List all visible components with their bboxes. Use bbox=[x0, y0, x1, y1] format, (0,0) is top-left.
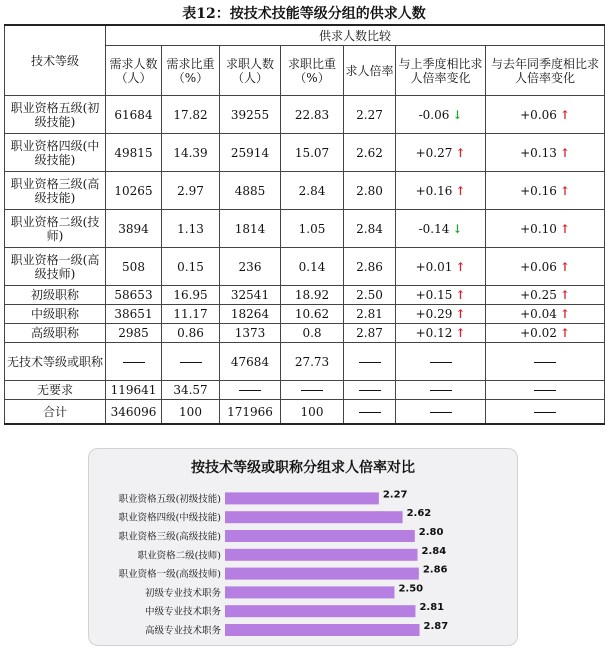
empty-dash bbox=[344, 400, 396, 425]
cell-value: 58653 bbox=[114, 288, 153, 302]
cell-ratio bbox=[344, 96, 396, 134]
value-label: 2.86 bbox=[422, 564, 448, 576]
category-label: 职业资格二级(技师) bbox=[137, 550, 221, 562]
table-row bbox=[5, 134, 605, 172]
cell-qoq bbox=[396, 305, 486, 324]
row-label: 职业资格一级(高级技师) bbox=[5, 248, 106, 286]
dash-mark bbox=[534, 390, 556, 391]
cell-demand-pct bbox=[162, 134, 220, 172]
cell-seek-pct bbox=[281, 248, 344, 286]
cell-seek bbox=[220, 343, 281, 381]
cell-value: 2.62 bbox=[356, 145, 383, 160]
dash-mark bbox=[359, 390, 381, 391]
cell-seek-pct bbox=[281, 400, 344, 425]
arrow-up-icon: ↑ bbox=[559, 288, 570, 302]
category-label: 职业资格三级(高级技能) bbox=[118, 531, 221, 543]
table-row bbox=[5, 343, 605, 381]
cell-qoq bbox=[396, 210, 486, 248]
cell-value: +0.15 bbox=[415, 288, 453, 302]
arrow-up-icon: ↑ bbox=[559, 326, 570, 340]
row-label: 中级职称 bbox=[5, 305, 106, 324]
cell-qoq bbox=[396, 248, 486, 286]
cell-ratio bbox=[344, 172, 396, 210]
cell-value: +0.06 bbox=[520, 259, 557, 274]
table-row bbox=[5, 96, 605, 134]
cell-value: 2.81 bbox=[356, 307, 383, 321]
cell-value: 2985 bbox=[118, 326, 149, 340]
cell-value: 2.80 bbox=[356, 183, 383, 198]
category-label: 初级专业技术职务 bbox=[144, 587, 221, 599]
cell-demand-pct bbox=[162, 324, 220, 343]
dash-mark bbox=[239, 390, 261, 391]
cell-demand-pct bbox=[162, 305, 220, 324]
dash-mark bbox=[534, 412, 556, 413]
cell-demand-pct bbox=[162, 210, 220, 248]
cell-demand-pct bbox=[162, 381, 220, 400]
category-label: 中级专业技术职务 bbox=[144, 606, 221, 618]
cell-value: 34.57 bbox=[173, 383, 208, 397]
value-label: 2.62 bbox=[406, 508, 432, 520]
cell-seek bbox=[220, 172, 281, 210]
cell-value: 22.83 bbox=[294, 107, 330, 122]
cell-qoq bbox=[396, 324, 486, 343]
cell-qoq bbox=[396, 96, 486, 134]
dash-mark bbox=[359, 412, 381, 413]
cell-demand-pct bbox=[162, 286, 220, 305]
value-label: 2.81 bbox=[419, 602, 445, 614]
cell-qoq bbox=[396, 286, 486, 305]
value-label: 2.87 bbox=[423, 621, 449, 632]
cell-value: 119641 bbox=[110, 383, 157, 397]
cell-value: +0.27 bbox=[415, 145, 453, 160]
cell-value: 2.97 bbox=[177, 183, 204, 198]
cell-value: 2.27 bbox=[356, 107, 383, 122]
cell-yoy bbox=[486, 96, 605, 134]
cell-value: 2.50 bbox=[356, 288, 383, 302]
table-row bbox=[5, 381, 605, 400]
arrow-up-icon: ↑ bbox=[559, 307, 570, 321]
cell-seek-pct bbox=[281, 324, 344, 343]
cell-value: 10265 bbox=[114, 183, 153, 198]
cell-seek-pct bbox=[281, 96, 344, 134]
row-label: 职业资格五级(初级技能) bbox=[5, 96, 106, 134]
cell-seek-pct bbox=[281, 210, 344, 248]
cell-value: 14.39 bbox=[173, 145, 208, 160]
ratio-chart-panel bbox=[88, 448, 518, 646]
arrow-up-icon: ↑ bbox=[559, 145, 570, 160]
cell-value: 236 bbox=[238, 259, 262, 274]
supply-demand-table bbox=[4, 24, 605, 425]
dash-mark bbox=[301, 390, 323, 391]
value-label: 2.27 bbox=[382, 489, 408, 501]
cell-seek bbox=[220, 134, 281, 172]
header-col-demand: 需求人数（人） bbox=[106, 46, 162, 96]
cell-value: 2.84 bbox=[356, 221, 383, 236]
cell-demand bbox=[106, 210, 162, 248]
dash-mark bbox=[430, 390, 452, 391]
cell-value: 61684 bbox=[114, 107, 153, 122]
arrow-up-icon: ↑ bbox=[559, 259, 570, 274]
empty-dash bbox=[106, 343, 162, 381]
arrow-up-icon: ↑ bbox=[455, 307, 466, 321]
cell-seek bbox=[220, 96, 281, 134]
cell-yoy bbox=[486, 172, 605, 210]
cell-yoy bbox=[486, 210, 605, 248]
cell-value: 2.86 bbox=[356, 259, 383, 274]
cell-value: 2.87 bbox=[356, 326, 383, 340]
cell-seek bbox=[220, 305, 281, 324]
cell-value: 16.95 bbox=[173, 288, 208, 302]
empty-dash bbox=[281, 381, 344, 400]
cell-value: +0.29 bbox=[415, 307, 453, 321]
dash-mark bbox=[430, 362, 452, 363]
cell-value: +0.13 bbox=[520, 145, 557, 160]
category-label: 职业资格五级(初级技能) bbox=[118, 493, 221, 505]
cell-value: 1.13 bbox=[177, 221, 204, 236]
cell-value: 4885 bbox=[234, 183, 266, 198]
empty-dash bbox=[486, 343, 605, 381]
empty-dash bbox=[344, 381, 396, 400]
cell-value: +0.04 bbox=[520, 307, 557, 321]
cell-value: 2.84 bbox=[298, 183, 326, 198]
cell-yoy bbox=[486, 324, 605, 343]
cell-demand-pct bbox=[162, 248, 220, 286]
empty-dash bbox=[344, 343, 396, 381]
cell-seek bbox=[220, 324, 281, 343]
row-label: 无要求 bbox=[5, 381, 106, 400]
cell-ratio bbox=[344, 248, 396, 286]
bar bbox=[225, 586, 394, 598]
cell-demand-pct bbox=[162, 172, 220, 210]
cell-seek bbox=[220, 400, 281, 425]
cell-value: 39255 bbox=[230, 107, 270, 122]
bar bbox=[225, 605, 415, 617]
value-label: 2.80 bbox=[418, 527, 444, 538]
cell-demand bbox=[106, 400, 162, 425]
cell-value: +0.16 bbox=[415, 183, 453, 198]
cell-seek-pct bbox=[281, 305, 344, 324]
cell-ratio bbox=[344, 324, 396, 343]
cell-seek bbox=[220, 210, 281, 248]
cell-demand bbox=[106, 134, 162, 172]
dash-mark bbox=[123, 362, 145, 363]
header-level: 技术等级 bbox=[5, 25, 106, 96]
cell-yoy bbox=[486, 134, 605, 172]
cell-yoy bbox=[486, 248, 605, 286]
arrow-up-icon: ↑ bbox=[455, 326, 466, 340]
cell-seek bbox=[220, 286, 281, 305]
cell-value: 1373 bbox=[234, 326, 266, 340]
empty-dash bbox=[396, 400, 486, 425]
cell-value: 18264 bbox=[230, 307, 270, 321]
dash-mark bbox=[430, 412, 452, 413]
cell-value: 1814 bbox=[234, 221, 266, 236]
table-row bbox=[5, 324, 605, 343]
cell-value: -0.06 bbox=[418, 107, 450, 122]
cell-seek-pct bbox=[281, 286, 344, 305]
cell-demand bbox=[106, 248, 162, 286]
table-row bbox=[5, 172, 605, 210]
cell-value: 49815 bbox=[114, 145, 153, 160]
cell-value: 100 bbox=[179, 404, 202, 419]
bar bbox=[225, 492, 379, 504]
cell-qoq bbox=[396, 134, 486, 172]
cell-value: +0.06 bbox=[520, 107, 557, 122]
cell-value: 3894 bbox=[118, 221, 149, 236]
row-label: 合计 bbox=[5, 400, 106, 425]
cell-value: 32541 bbox=[230, 288, 270, 302]
bar bbox=[225, 624, 420, 636]
dash-mark bbox=[534, 362, 556, 363]
cell-value: +0.01 bbox=[415, 259, 453, 274]
cell-demand bbox=[106, 286, 162, 305]
cell-demand bbox=[106, 324, 162, 343]
cell-value: 11.17 bbox=[173, 307, 208, 321]
cell-value: +0.10 bbox=[520, 221, 557, 236]
arrow-up-icon: ↑ bbox=[559, 221, 570, 236]
cell-value: +0.12 bbox=[415, 326, 453, 340]
cell-value: 0.86 bbox=[177, 326, 204, 340]
bar bbox=[225, 549, 417, 561]
table-row bbox=[5, 210, 605, 248]
header-col-yoy: 与去年同季度相比求人倍率变化 bbox=[486, 46, 605, 96]
cell-value: 0.14 bbox=[298, 259, 326, 274]
row-label: 无技术等级或职称 bbox=[5, 343, 106, 381]
cell-demand-pct bbox=[162, 96, 220, 134]
cell-demand bbox=[106, 305, 162, 324]
cell-value: 0.15 bbox=[177, 259, 204, 274]
cell-value: +0.25 bbox=[520, 288, 557, 302]
bar bbox=[225, 511, 403, 523]
header-col-demand-pct: 需求比重（%） bbox=[162, 46, 220, 96]
ratio-bar-chart bbox=[89, 449, 517, 645]
cell-value: 100 bbox=[300, 404, 324, 419]
category-label: 职业资格四级(中级技能) bbox=[118, 512, 221, 524]
empty-dash bbox=[486, 400, 605, 425]
cell-value: 171966 bbox=[227, 404, 273, 419]
header-col-ratio: 求人倍率 bbox=[344, 46, 396, 96]
cell-value: +0.02 bbox=[520, 326, 557, 340]
cell-seek-pct bbox=[281, 134, 344, 172]
cell-value: 1.05 bbox=[298, 221, 326, 236]
cell-value: 0.8 bbox=[302, 326, 322, 340]
cell-value: 10.62 bbox=[294, 307, 330, 321]
table-row bbox=[5, 248, 605, 286]
empty-dash bbox=[162, 343, 220, 381]
table-row bbox=[5, 400, 605, 425]
arrow-down-icon: ↓ bbox=[452, 221, 463, 236]
arrow-up-icon: ↑ bbox=[455, 183, 466, 198]
cell-yoy bbox=[486, 286, 605, 305]
cell-seek-pct bbox=[281, 343, 344, 381]
dash-mark bbox=[180, 362, 202, 363]
table-row bbox=[5, 286, 605, 305]
cell-value: 38651 bbox=[114, 307, 153, 321]
cell-value: 508 bbox=[122, 259, 145, 274]
arrow-up-icon: ↑ bbox=[455, 259, 466, 274]
cell-value: 17.82 bbox=[173, 107, 208, 122]
arrow-down-icon: ↓ bbox=[452, 107, 463, 122]
chart-title: 按技术等级或职称分组求人倍率对比 bbox=[191, 460, 415, 476]
category-label: 职业资格一级(高级技师) bbox=[118, 569, 221, 581]
category-label: 高级专业技术职务 bbox=[144, 625, 221, 637]
cell-seek bbox=[220, 248, 281, 286]
cell-yoy bbox=[486, 305, 605, 324]
empty-dash bbox=[396, 343, 486, 381]
cell-value: +0.16 bbox=[520, 183, 557, 198]
value-label: 2.50 bbox=[398, 583, 424, 595]
row-label: 初级职称 bbox=[5, 286, 106, 305]
cell-ratio bbox=[344, 134, 396, 172]
value-label: 2.84 bbox=[421, 545, 447, 557]
row-label: 职业资格二级(技师) bbox=[5, 210, 106, 248]
cell-ratio bbox=[344, 286, 396, 305]
cell-ratio bbox=[344, 305, 396, 324]
cell-value: 27.73 bbox=[294, 354, 330, 369]
cell-demand bbox=[106, 381, 162, 400]
cell-value: -0.14 bbox=[418, 221, 450, 236]
table-row bbox=[5, 305, 605, 324]
header-group: 供求人数比较 bbox=[106, 25, 605, 46]
cell-demand bbox=[106, 96, 162, 134]
cell-value: 25914 bbox=[230, 145, 270, 160]
cell-qoq bbox=[396, 172, 486, 210]
cell-value: 47684 bbox=[230, 354, 270, 369]
header-col-seek-pct: 求职比重（%） bbox=[281, 46, 344, 96]
dash-mark bbox=[359, 362, 381, 363]
empty-dash bbox=[486, 381, 605, 400]
row-label: 高级职称 bbox=[5, 324, 106, 343]
cell-value: 346096 bbox=[110, 404, 157, 419]
bar bbox=[225, 530, 415, 542]
header-col-seek: 求职人数（人） bbox=[220, 46, 281, 96]
cell-value: 15.07 bbox=[294, 145, 330, 160]
row-label: 职业资格四级(中级技能) bbox=[5, 134, 106, 172]
bar bbox=[225, 568, 419, 580]
row-label: 职业资格三级(高级技能) bbox=[5, 172, 106, 210]
header-col-qoq: 与上季度相比求人倍率变化 bbox=[396, 46, 486, 96]
cell-demand-pct bbox=[162, 400, 220, 425]
cell-demand bbox=[106, 172, 162, 210]
cell-ratio bbox=[344, 210, 396, 248]
arrow-up-icon: ↑ bbox=[455, 288, 466, 302]
cell-seek-pct bbox=[281, 172, 344, 210]
arrow-up-icon: ↑ bbox=[559, 107, 570, 122]
table-title: 表12：按技术技能等级分组的供求人数 bbox=[182, 6, 426, 22]
arrow-up-icon: ↑ bbox=[559, 183, 570, 198]
empty-dash bbox=[396, 381, 486, 400]
cell-value: 18.92 bbox=[294, 288, 330, 302]
arrow-up-icon: ↑ bbox=[455, 145, 466, 160]
empty-dash bbox=[220, 381, 281, 400]
